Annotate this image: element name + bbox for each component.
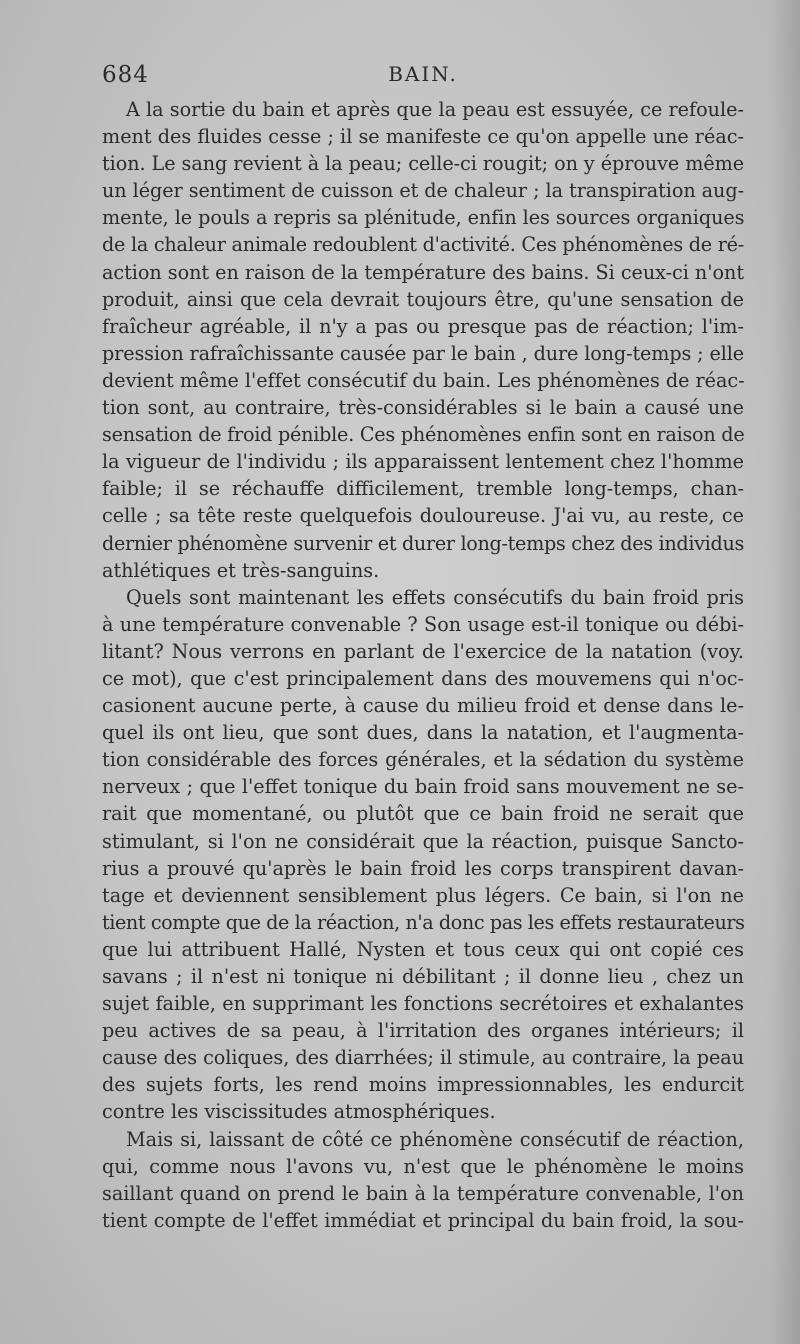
text-line: qui, comme nous l'avons vu, n'est que le phénomène le moins — [102, 1154, 744, 1178]
text-line: ce mot), que c'est principalement dans des mouvemens qui n'oc- — [102, 666, 744, 690]
text-line: faible; il se réchauffe difficilement, tremble long-temps, chan- — [102, 477, 744, 501]
text-line: Mais si, laissant de côté ce phénomène consécutif de réaction, — [126, 1127, 744, 1151]
text-line: tion considérable des forces générales, et la sédation du système — [102, 748, 744, 772]
text-line: stimulant, si l'on ne considérait que la réaction, puisque Sancto- — [102, 829, 744, 853]
text-line: tient compte de l'effet immédiat et principal du bain froid, la sou- — [102, 1208, 744, 1232]
text-line: ment des fluides cesse ; il se manifeste ce qu'on appelle une réac- — [102, 125, 744, 149]
text-line: cause des coliques, des diarrhées; il stimule, au contraire, la peau — [102, 1046, 745, 1070]
text-line: fraîcheur agréable, il n'y a pas ou presque pas de réaction; l'im- — [102, 314, 744, 338]
text-line: litant? Nous verrons en parlant de l'exercice de la natation (voy. — [102, 639, 744, 663]
text-line: peu actives de sa peau, à l'irritation des organes intérieurs; il — [102, 1019, 744, 1043]
text-line: tient compte que de la réaction, n'a donc pas les effets restaurateurs — [102, 910, 745, 934]
text-line: sujet faible, en supprimant les fonctions secrétoires et exhalantes — [102, 992, 744, 1016]
body-text — [102, 96, 744, 1234]
text-line: devient même l'effet consécutif du bain. Les phénomènes de réac- — [102, 368, 745, 392]
page-number: 684 — [102, 62, 149, 88]
text-line: Quels sont maintenant les effets consécutifs du bain froid pris — [126, 585, 744, 609]
text-line: un léger sentiment de cuisson et de chaleur ; la transpiration aug- — [102, 179, 744, 203]
text-line: dernier phénomène survenir et durer long-temps chez des individus — [102, 531, 745, 555]
text-line: tage et deviennent sensiblement plus légers. Ce bain, si l'on ne — [102, 883, 744, 907]
text-line: tion sont, au contraire, très-considérables si le bain a causé une — [102, 396, 744, 420]
text-line: mente, le pouls a repris sa plénitude, enfin les sources organiques — [102, 206, 745, 230]
text-line: pression rafraîchissante causée par le bain , dure long-temps ; elle — [102, 341, 744, 365]
text-line: nerveux ; que l'effet tonique du bain froid sans mouvement ne se- — [102, 775, 744, 799]
page-title: BAIN. — [388, 62, 458, 86]
text-line: casionent aucune perte, à cause du milieu froid et dense dans le- — [102, 694, 744, 718]
text-line: la vigueur de l'individu ; ils apparaissent lentement chez l'homme — [102, 450, 744, 474]
text-line: produit, ainsi que cela devrait toujours être, qu'une sensation de — [102, 287, 744, 311]
text-line: saillant quand on prend le bain à la température convenable, l'on — [102, 1181, 744, 1205]
text-line: rait que momentané, ou plutôt que ce bain froid ne serait que — [102, 802, 744, 826]
text-line: des sujets forts, les rend moins impressionnables, les endurcit — [102, 1073, 744, 1097]
text-line: A la sortie du bain et après que la peau est essuyée, ce refoule- — [126, 98, 744, 121]
text-line: contre les viscissitudes atmosphériques. — [102, 1100, 496, 1124]
text-line: action sont en raison de la température des bains. Si ceux-ci n'ont — [102, 260, 744, 284]
text-line: que lui attribuent Hallé, Nysten et tous ceux qui ont copié ces — [102, 937, 744, 961]
text-line: de la chaleur animale redoublent d'activité. Ces phénomènes de ré- — [102, 233, 745, 257]
text-line: sensation de froid pénible. Ces phénomènes enfin sont en raison de — [102, 423, 745, 447]
text-line: savans ; il n'est ni tonique ni débilitant ; il donne lieu , chez un — [102, 965, 744, 988]
text-line: à une température convenable ? Son usage est-il tonique ou débi- — [102, 612, 744, 636]
text-line: athlétiques et très-sanguins. — [102, 558, 380, 582]
text-line: tion. Le sang revient à la peau; celle-ci rougit; on y éprouve même — [102, 152, 745, 176]
text-line: celle ; sa tête reste quelquefois douloureuse. J'ai vu, au reste, ce — [102, 504, 744, 528]
text-line: rius a prouvé qu'après le bain froid les corps transpirent davan- — [102, 856, 744, 880]
text-line: quel ils ont lieu, que sont dues, dans la natation, et l'augmenta- — [102, 721, 744, 745]
running-head — [102, 62, 744, 92]
